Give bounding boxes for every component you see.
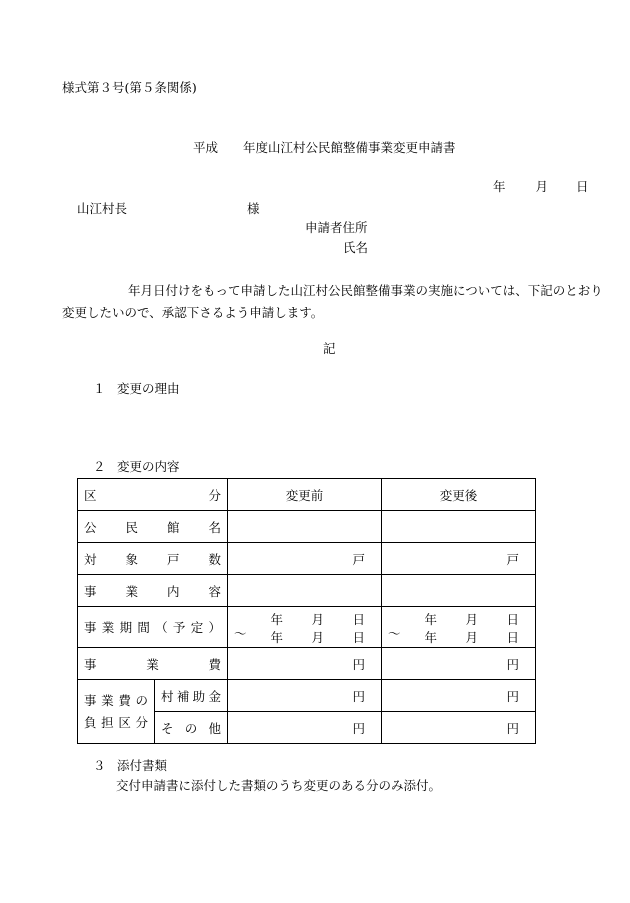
request-body-text: 年月日付けをもって申請した山江村公民館整備事業の実施については、下記のとおり変更したいので、承認下さるよう申請します。: [62, 283, 603, 320]
label-char: 館: [166, 519, 180, 535]
unit-yen: 円: [352, 688, 365, 704]
table-row-households: [78, 543, 536, 575]
label-char: 象: [125, 551, 138, 567]
label-char: そ: [161, 720, 174, 736]
period-day: 日: [352, 612, 365, 627]
header-category-b: 分: [208, 487, 221, 503]
label-char: 業: [146, 656, 159, 672]
unit-yen: 円: [506, 656, 519, 672]
period-day: 日: [506, 612, 519, 627]
label-char: 戸: [166, 551, 180, 567]
period-tilde: ～: [388, 626, 401, 641]
section-1-heading: [93, 383, 180, 396]
households-after-cell[interactable]: [382, 543, 536, 575]
period-month: 月: [465, 612, 478, 627]
label-hall-name: [78, 511, 228, 543]
period-year: 年: [270, 630, 283, 645]
table-row-hall: [78, 511, 536, 543]
content-after-cell[interactable]: [382, 575, 536, 607]
period-day: 日: [506, 630, 519, 645]
form-number: 様式第３号(第５条関係): [62, 80, 197, 95]
label-char: 他: [208, 720, 221, 736]
section-2-title: 変更の内容: [117, 459, 180, 474]
attachment-note: 交付申請書に添付した書類のうち変更のある分のみ添付。: [116, 778, 442, 793]
cost-before-cell[interactable]: [228, 648, 382, 680]
other-after-cell[interactable]: [382, 712, 536, 744]
unit-yen: 円: [352, 720, 365, 736]
label-char: 区: [118, 714, 131, 730]
label-char: 事: [84, 620, 97, 635]
label-project-period: [78, 607, 228, 648]
label-char: 業: [101, 620, 115, 635]
label-char: 補: [176, 688, 190, 704]
period-year: 年: [424, 612, 437, 627]
table-row-content: [78, 575, 536, 607]
addressee-name: 山江村長: [77, 201, 128, 216]
table-row-cost: [78, 648, 536, 680]
content-before-cell[interactable]: [228, 575, 382, 607]
label-char: 予: [172, 620, 186, 635]
unit-yen: 円: [506, 720, 519, 736]
label-char: 内: [166, 583, 180, 599]
label-village-subsidy: [155, 680, 228, 712]
table-row-period: [78, 607, 536, 648]
label-char: 定: [190, 620, 204, 635]
title-era: 平成: [193, 140, 219, 155]
period-day: 日: [352, 630, 365, 645]
document-title: [193, 142, 456, 155]
period-year: 年: [424, 630, 437, 645]
section-2-number: ２: [93, 459, 106, 474]
cost-after-cell[interactable]: [382, 648, 536, 680]
date-line: [493, 181, 589, 194]
header-category: [78, 479, 228, 511]
label-other: [155, 712, 228, 744]
period-after-cell[interactable]: [382, 607, 536, 648]
label-char: 費: [208, 656, 221, 672]
applicant-address-label: 申請者住所: [305, 220, 368, 235]
section-3-heading: [93, 760, 167, 773]
label-char: 民: [125, 519, 138, 535]
households-before-cell[interactable]: [228, 543, 382, 575]
ki-heading: 記: [323, 341, 336, 356]
label-char: 費: [118, 692, 131, 708]
table-row-subsidy: [78, 680, 536, 712]
period-before-cell[interactable]: [228, 607, 382, 648]
label-char: 容: [208, 583, 221, 599]
label-char: 事: [84, 692, 97, 708]
label-project-content: [78, 575, 228, 607]
header-after: 変更後: [382, 479, 536, 511]
label-char: 業: [101, 692, 114, 708]
label-char: 数: [208, 551, 221, 567]
label-char: 助: [192, 688, 206, 704]
date-day: 日: [576, 179, 589, 194]
section-3-number: ３: [93, 758, 106, 773]
label-char: 分: [135, 714, 148, 730]
section-3-title: 添付書類: [117, 758, 168, 773]
label-char: の: [184, 720, 198, 736]
title-text: 年度山江村公民館整備事業変更申請書: [243, 140, 456, 155]
label-char: 金: [208, 688, 221, 704]
period-month: 月: [311, 612, 324, 627]
period-year: 年: [270, 612, 283, 627]
label-char: 間: [137, 620, 150, 635]
subsidy-before-cell[interactable]: [228, 680, 382, 712]
period-month: 月: [465, 630, 478, 645]
subsidy-after-cell[interactable]: [382, 680, 536, 712]
label-char: 公: [84, 519, 97, 535]
label-char: 名: [208, 519, 221, 535]
label-char: 村: [161, 688, 174, 704]
header-category-a: 区: [84, 487, 97, 503]
label-char: 業: [125, 583, 138, 599]
date-year: 年: [493, 179, 506, 194]
label-char: の: [135, 692, 148, 708]
label-char: 対: [84, 551, 97, 567]
label-cost-burden: [78, 680, 155, 744]
label-char: ）: [208, 620, 221, 635]
label-char: 事: [84, 583, 97, 599]
label-char: 期: [119, 620, 133, 635]
section-1-number: １: [93, 381, 106, 396]
section-2-heading: [93, 461, 180, 474]
unit-household: 戸: [352, 551, 365, 567]
unit-yen: 円: [506, 688, 519, 704]
label-char: 負: [84, 714, 97, 730]
hall-before-cell[interactable]: [228, 511, 382, 543]
hall-after-cell[interactable]: [382, 511, 536, 543]
label-char: （: [155, 620, 168, 635]
section-1-title: 変更の理由: [117, 381, 180, 396]
addressee-honorific: 様: [247, 201, 260, 216]
header-before: 変更前: [228, 479, 382, 511]
date-month: 月: [535, 179, 549, 194]
label-char: 事: [84, 656, 97, 672]
unit-household: 戸: [506, 551, 519, 567]
period-tilde: ～: [234, 626, 247, 641]
label-char: 担: [101, 714, 114, 730]
label-project-cost: [78, 648, 228, 680]
request-body: [62, 280, 607, 324]
addressee: [77, 203, 260, 216]
label-households: [78, 543, 228, 575]
applicant-name-label: 氏名: [343, 240, 369, 255]
unit-yen: 円: [352, 656, 365, 672]
other-before-cell[interactable]: [228, 712, 382, 744]
change-table: [77, 478, 536, 744]
table-header-row: [78, 479, 536, 511]
period-month: 月: [311, 630, 324, 645]
